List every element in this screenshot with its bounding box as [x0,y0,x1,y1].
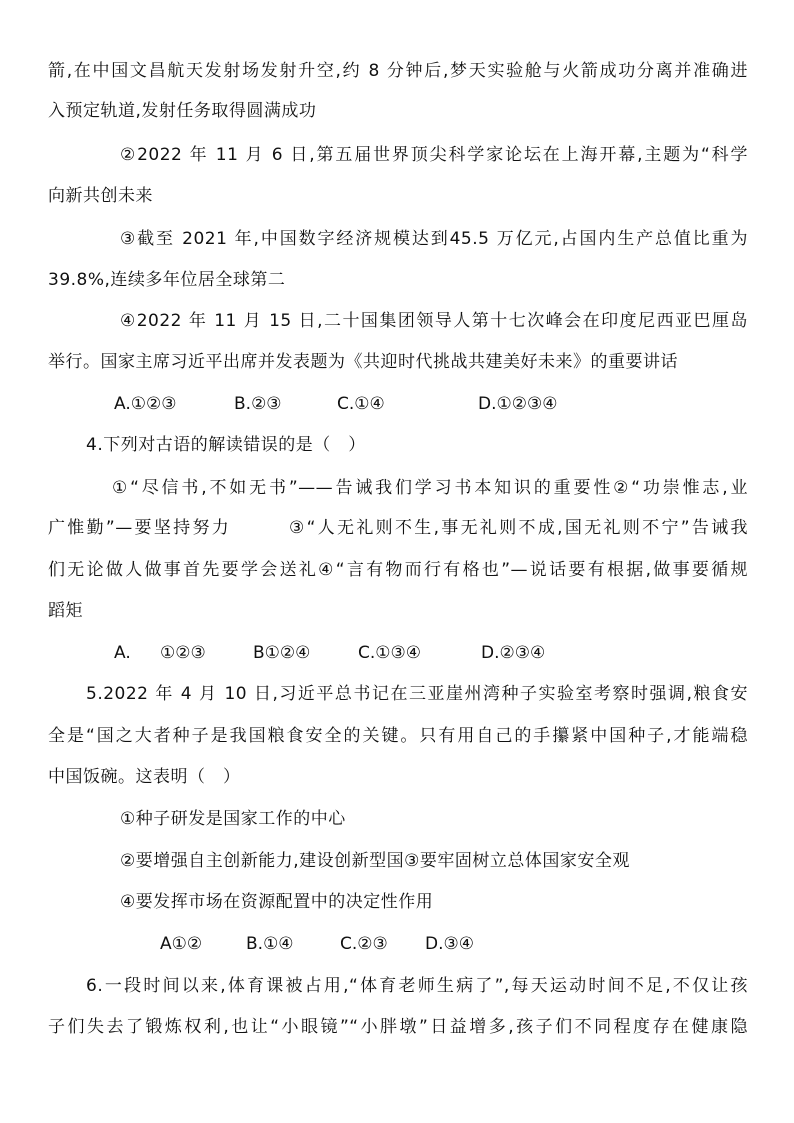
option-d[interactable]: D.③④ [425,934,474,954]
paragraph-line: 举行。国家主席习近平出席并发表题为《共迎时代挑战共建美好未来》的重要讲话 [48,352,678,372]
question-6: 6.一段时间以来,体育课被占用,“体育老师生病了”,每天运动时间不足,不仅让孩 [86,976,748,996]
statement-1: ①种子研发是国家工作的中心 [120,809,346,829]
statement-2-3: ②要增强自主创新能力,建设创新型国③要牢固树立总体国家安全观 [120,851,630,871]
paragraph-line: 们无论做人做事首先要学会送礼④“言有物而行有格也”—说话要有根据,做事要循规 [48,560,748,580]
statement-2: ②2022 年 11 月 6 日,第五届世界顶尖科学家论坛在上海开幕,主题为“科学 [120,145,748,165]
paragraph-line: 中国饭碗。这表明（ ） [48,767,241,787]
question-5: 5.2022 年 4 月 10 日,习近平总书记在三亚崖州湾种子实验室考察时强调,粮食安 [86,684,748,704]
option-c[interactable]: C.②③ [340,934,388,954]
option-a[interactable]: A. [114,643,131,663]
paragraph-line: 向新共创未来 [48,186,153,206]
option-c[interactable]: C.①③④ [358,643,421,663]
statement-4: ④要发挥市场在资源配置中的决定性作用 [120,892,434,912]
option-a-text: ①②③ [160,643,206,663]
statement-3: ③截至 2021 年,中国数字经济规模达到45.5 万亿元,占国内生产总值比重为 [120,229,748,249]
option-a[interactable]: A①② [160,934,203,954]
option-b[interactable]: B①②④ [253,643,311,663]
paragraph-line: 箭,在中国文昌航天发射场发射升空,约 8 分钟后,梦天实验舱与火箭成功分离并准确进 [48,61,748,81]
option-c[interactable]: C.①④ [337,394,385,414]
paragraph-line: 蹈矩 [48,601,83,621]
paragraph-line: 全是“国之大者种子是我国粮食安全的关键。只有用自己的手攥紧中国种子,才能端稳 [48,726,748,746]
question-4: 4.下列对古语的解读错误的是（ ） [86,435,366,455]
option-b[interactable]: B.①④ [246,934,294,954]
q4-options [0,638,794,668]
option-d[interactable]: D.①②③④ [478,394,558,414]
q3-options [0,389,794,419]
paragraph-line: 子们失去了锻炼权利,也让“小眼镜”“小胖墩”日益增多,孩子们不同程度存在健康隐 [48,1017,748,1037]
statement-4: ④2022 年 11 月 15 日,二十国集团领导人第十七次峰会在印度尼西亚巴厘岛 [120,311,748,331]
paragraph-line: 39.8%,连续多年位居全球第二 [48,270,286,290]
option-d[interactable]: D.②③④ [481,643,546,663]
paragraph-line: 广惟勤”—要坚持努力 ③“人无礼则不生,事无礼则不成,国无礼则不宁”告诫我 [48,518,748,538]
paragraph-line: 入预定轨道,发射任务取得圆满成功 [48,101,317,121]
q5-options [0,929,794,959]
option-b[interactable]: B.②③ [234,394,282,414]
paragraph-line: ①“尽信书,不如无书”——告诫我们学习书本知识的重要性②“功崇惟志,业 [112,478,748,498]
option-a[interactable]: A.①②③ [114,394,177,414]
